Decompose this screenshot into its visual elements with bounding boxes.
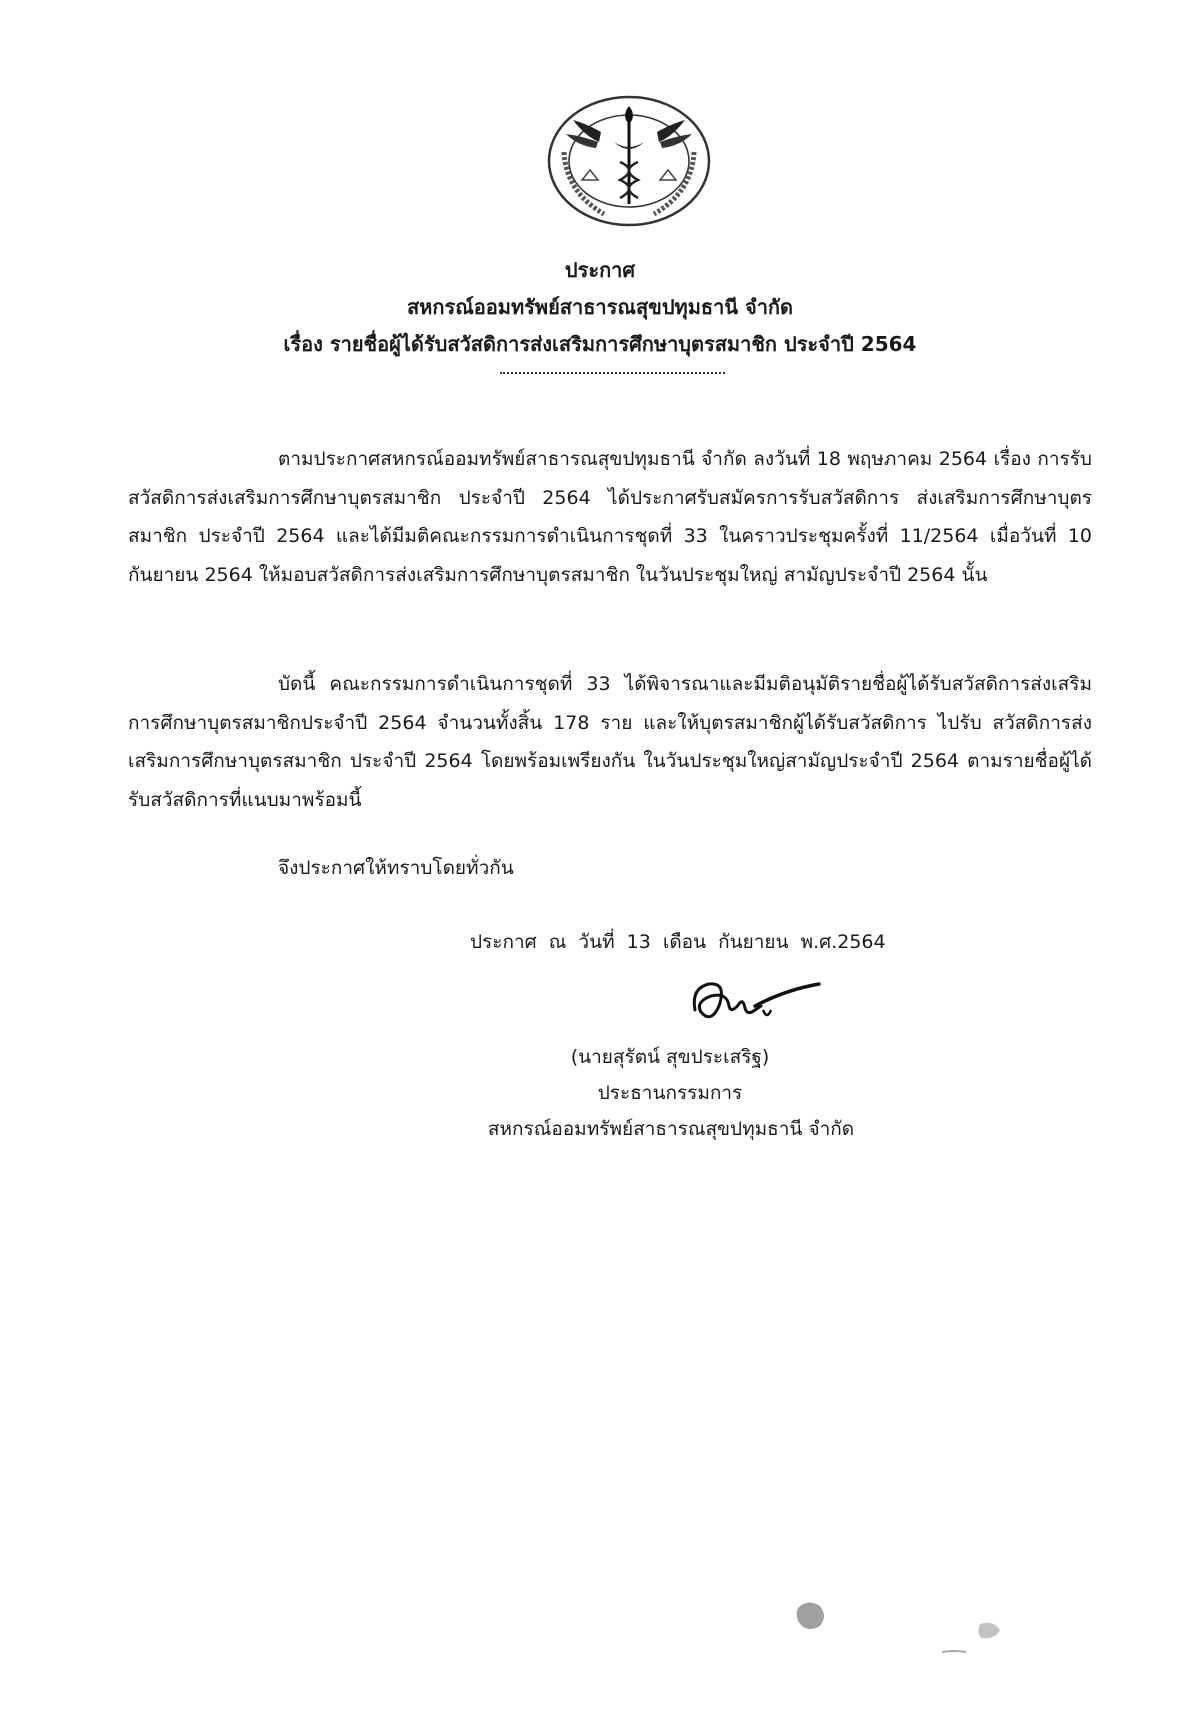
body-paragraph-1: ตามประกาศสหกรณ์ออมทรัพย์สาธารณสุขปทุมธานี จำกัด ลงวันที่ 18 พฤษภาคม 2564 เรื่อง การรับสวัสดิการส่งเสริมการศึกษาบุตรสมาชิก ประจำปี 2564 ได้ประกาศรับสมัครการรับสวัสดิการ ส่งเสริมการศึกษาบุตรสมาชิก ประจำปี 2564 และได้มีมติคณะกรรมการดำเนินการชุดที่ 33 ในคราวประชุมครั้งที่ 11/2564 เมื่อวันที่ 10 กันยายน 2564 ให้มอบสวัสดิการส่งเสริมการศึกษาบุตรสมาชิก ในวันประชุมใหญ่ สามัญประจำปี 2564 นั้น bbox=[128, 448, 1092, 586]
scan-smudge bbox=[790, 1596, 830, 1636]
body-paragraph-2: บัดนี้ คณะกรรมการดำเนินการชุดที่ 33 ได้พิจารณาและมีมติอนุมัติรายชื่อผู้ได้รับสวัสดิการส่งเสริม การศึกษาบุตรสมาชิกประจำปี 2564 จำนวนทั้งสิ้น 178 ราย และให้บุตรสมาชิกผู้ได้รับสวัสดิการ ไปรับ สวัสดิการส่งเสริมการศึกษาบุตรสมาชิก ประจำปี 2564 โดยพร้อมเพรียงกัน ในวันประชุมใหญ่สามัญประจำปี 2564 ตามรายชื่อผู้ได้รับสวัสดิการที่แนบมาพร้อมนี้ bbox=[128, 673, 1092, 811]
handwritten-signature bbox=[685, 976, 825, 1032]
organization-name: สหกรณ์ออมทรัพย์สาธารณสุขปทุมธานี จำกัด bbox=[406, 295, 794, 319]
announcement-subject: เรื่อง รายชื่อผู้ได้รับสวัสดิการส่งเสริมการศึกษาบุตรสมาชิก ประจำปี 2564 bbox=[283, 332, 917, 356]
signer-position: ประธานกรรมการ bbox=[597, 1082, 743, 1104]
scan-smudge bbox=[940, 1618, 1010, 1658]
signer-name: (นายสุรัตน์ สุขประเสริฐ) bbox=[570, 1046, 770, 1068]
announcement-title: ประกาศ bbox=[564, 258, 636, 282]
dotted-divider bbox=[500, 362, 725, 374]
closing-statement: จึงประกาศให้ทราบโดยทั่วกัน bbox=[278, 857, 514, 879]
announcement-date: ประกาศ ณ วันที่ 13 เดือน กันยายน พ.ศ.2564 bbox=[470, 931, 886, 953]
cooperative-seal-icon bbox=[544, 92, 714, 230]
signer-organization: สหกรณ์ออมทรัพย์สาธารณสุขปทุมธานี จำกัด bbox=[487, 1118, 855, 1140]
